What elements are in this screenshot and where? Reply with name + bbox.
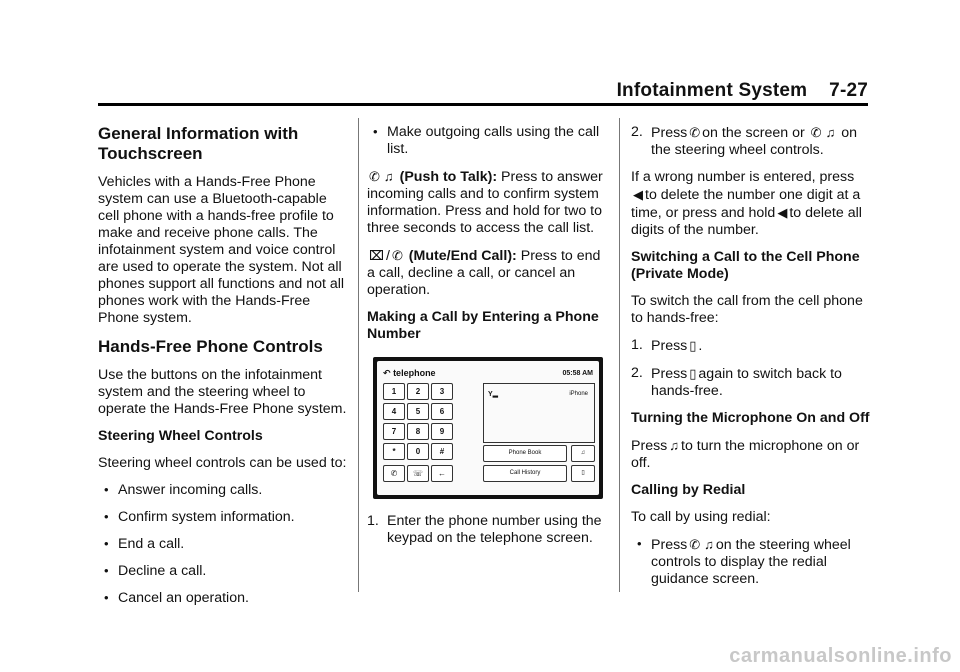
phone-icon: ✆ <box>369 169 380 184</box>
column-2 <box>367 124 607 557</box>
step-1 <box>367 513 607 547</box>
list-item: • End a call. <box>98 536 350 553</box>
backspace-icon: ← <box>438 469 446 478</box>
phone-icon: ✆ <box>689 537 701 552</box>
list-item <box>631 536 871 588</box>
paragraph-controls: Use the buttons on the infotainment system and the steering wheel to operate the Hands-Free Phone system. <box>98 367 347 417</box>
list-item: • Confirm system information. <box>98 509 350 526</box>
key-0[interactable]: 0 <box>407 443 429 460</box>
heading-making-call: Making a Call by Entering a Phone Number <box>367 309 599 342</box>
paragraph-mute-end: ⌧ / ✆ (Mute/End Call): Press to end a call, decline a call, or cancel an operation. <box>367 248 601 298</box>
step-2 <box>631 124 871 159</box>
paragraph-redial: To call by using redial: <box>631 509 771 525</box>
key-8[interactable]: 8 <box>407 423 429 440</box>
key-9[interactable]: 9 <box>431 423 453 440</box>
step-number: 1. <box>631 337 643 353</box>
key-hash[interactable]: # <box>431 443 453 460</box>
text: to delete all digits of the number. <box>631 205 862 238</box>
step-text: on the steering wheel controls. <box>651 125 858 158</box>
handset-button[interactable] <box>571 465 595 482</box>
paragraph-intro: Vehicles with a Hands-Free Phone system can use a Bluetooth-capable cell phone with a hands-free profile to make and receive phone calls. The infotainment system and voice control are used to operate the system. Not all phones support all functions and not all phones work with the Hands-Free Phone system. <box>98 174 345 326</box>
mute-icon: ⌧ <box>369 248 384 263</box>
heading-redial: Calling by Redial <box>631 482 746 498</box>
paragraph-steering: Steering wheel controls can be used to: <box>98 455 347 471</box>
phone-name: iPhone <box>569 391 588 397</box>
telephone-screen-figure <box>373 357 603 499</box>
key-7[interactable]: 7 <box>383 423 405 440</box>
key-2[interactable]: 2 <box>407 383 429 400</box>
header-section-page <box>617 80 868 102</box>
end-call-icon: ✆ <box>391 248 403 263</box>
hang-up-icon: ☏ <box>412 469 423 478</box>
back-arrow-icon: ↶ <box>383 368 391 378</box>
list-item: • Cancel an operation. <box>98 590 350 607</box>
list-item: • Decline a call. <box>98 563 350 580</box>
end-call-key[interactable] <box>407 465 429 482</box>
handset-icon: ▯ <box>689 338 697 353</box>
step-text: again to switch back to hands-free. <box>651 366 842 399</box>
paragraph-push-to-talk <box>367 168 607 237</box>
paragraph-microphone <box>631 437 871 472</box>
column-divider-2 <box>619 118 620 592</box>
backspace-icon: ◀ <box>633 187 643 202</box>
signal-icon: Y▂ <box>488 391 499 398</box>
microphone-button[interactable] <box>571 445 595 462</box>
handset-icon: ▯ <box>581 470 585 476</box>
paragraph-switch: To switch the call from the cell phone to hands-free: <box>631 293 863 326</box>
key-3[interactable]: 3 <box>431 383 453 400</box>
label-mute-end: (Mute/End Call): <box>408 248 517 264</box>
text: Press <box>631 438 668 454</box>
step-text: on the screen or <box>702 125 805 141</box>
header-page-number: 7-27 <box>829 80 868 101</box>
step-number: 2. <box>631 365 643 381</box>
column-3 <box>631 124 871 598</box>
text: to turn the microphone on or off. <box>631 438 860 471</box>
microphone-icon: ♫ <box>580 450 586 456</box>
heading-steering-controls: Steering Wheel Controls <box>98 428 263 444</box>
screen-title-text: telephone <box>393 368 436 378</box>
handset-icon: ▯ <box>689 366 697 381</box>
text: If a wrong number is entered, press <box>631 169 855 185</box>
step-number: 1. <box>367 513 379 529</box>
key-5[interactable]: 5 <box>407 403 429 420</box>
header-section: Infotainment System <box>616 80 808 101</box>
phone-book-button[interactable]: Phone Book <box>483 445 567 462</box>
step-text: Enter the phone number using the keypad on the telephone screen. <box>387 513 602 546</box>
header-rule <box>98 103 868 106</box>
screen-time: 05:58 AM <box>562 370 593 377</box>
step-text: Press <box>651 366 688 382</box>
page-header <box>98 80 868 104</box>
label-push-to-talk: (Push to Talk): <box>399 169 498 185</box>
telephone-screen <box>377 361 599 495</box>
text: on the steering wheel controls to display the redial guidance screen. <box>651 537 851 587</box>
backspace-icon: ◀ <box>777 205 788 220</box>
heading-microphone: Turning the Microphone On and Off <box>631 410 870 426</box>
phone-icon: ✆ <box>390 469 398 478</box>
paragraph-wrong-number <box>631 169 871 239</box>
step-number: 2. <box>631 124 643 140</box>
microphone-mute-icon: ♫ <box>669 438 680 453</box>
heading-phone-controls: Hands-Free Phone Controls <box>98 337 323 356</box>
voice-talk-icon: ♫ <box>825 125 836 140</box>
key-6[interactable]: 6 <box>431 403 453 420</box>
number-display <box>483 383 595 443</box>
call-key[interactable] <box>383 465 405 482</box>
heading-general-info: General Information with Touchscreen <box>98 124 299 163</box>
key-4[interactable]: 4 <box>383 403 405 420</box>
screen-title <box>383 365 436 382</box>
text-push-to-talk: Press to answer incoming calls and to confirm system information. Press and hold for two to three seconds to access the call list. <box>367 169 603 236</box>
step-text: Press <box>651 338 688 354</box>
text-mute-end: Press to end a call, decline a call, or cancel an operation. <box>367 248 601 298</box>
key-1[interactable]: 1 <box>383 383 405 400</box>
step-2 <box>631 365 871 400</box>
phone-icon: ✆ <box>689 125 701 140</box>
phone-icon: ✆ <box>810 125 822 140</box>
voice-talk-icon: ♫ <box>704 537 714 552</box>
call-history-button[interactable]: Call History <box>483 465 567 482</box>
heading-private-mode: Switching a Call to the Cell Phone (Private Mode) <box>631 249 860 282</box>
step-1: 1. Press ▯ . <box>631 337 703 354</box>
footer-watermark: carmanualsonline.info <box>729 645 952 667</box>
text: Press <box>651 537 688 553</box>
text: to delete the number one digit at a time, or press and hold <box>631 187 861 221</box>
delete-key[interactable] <box>431 465 453 482</box>
list-item: • Make outgoing calls using the call list. <box>367 124 607 158</box>
column-divider-1 <box>358 118 359 592</box>
list-item: • Answer incoming calls. <box>98 482 350 499</box>
key-star[interactable]: * <box>383 443 405 460</box>
step-text: Press <box>651 125 688 141</box>
column-1 <box>98 124 350 617</box>
voice-talk-icon: ♫ <box>383 169 394 184</box>
